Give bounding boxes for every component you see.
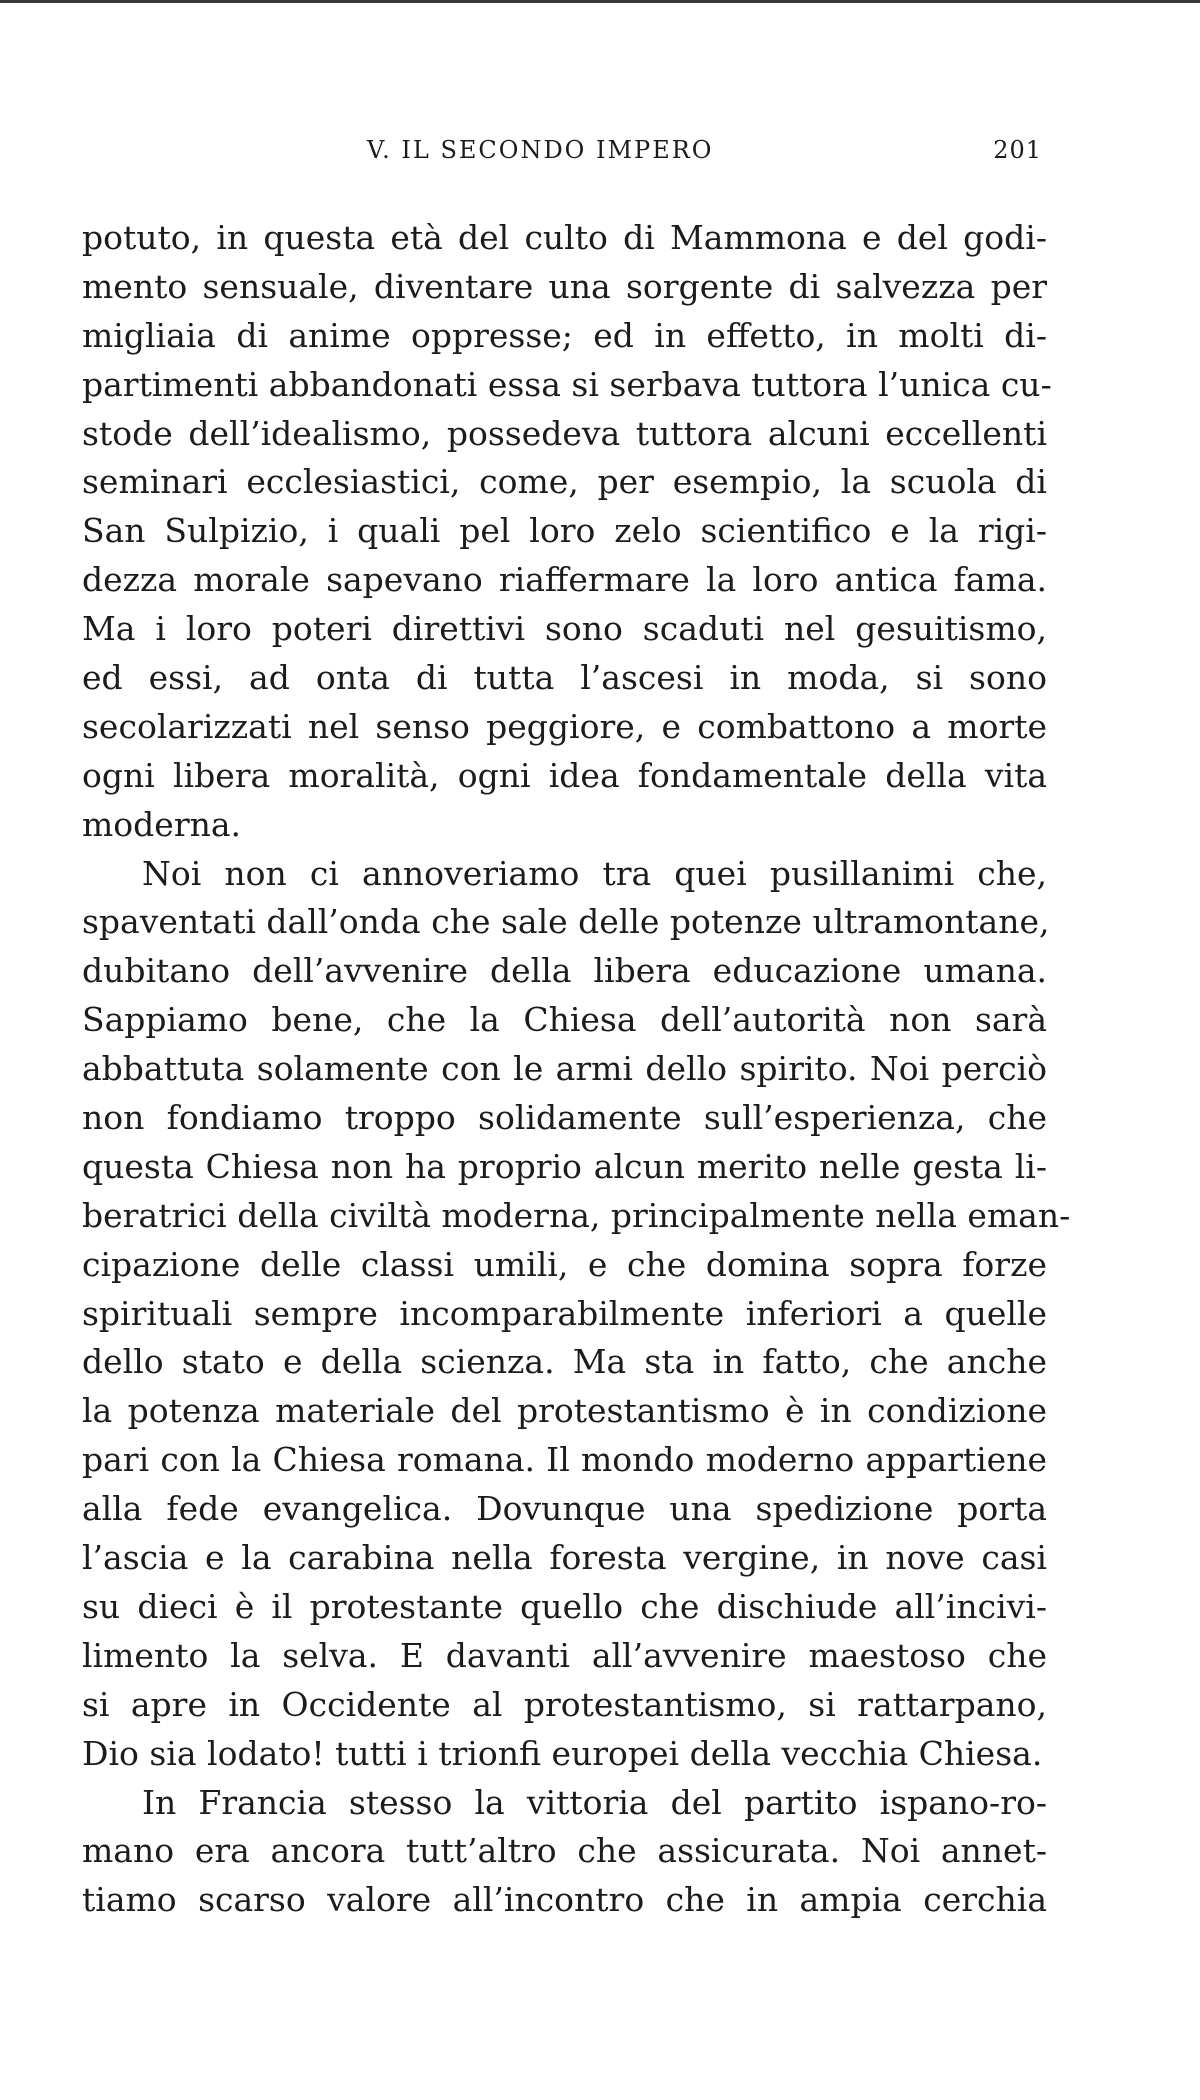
paragraph-start-line: Noi non ci annoveriamo tra quei pusillanimi che, bbox=[142, 853, 1047, 893]
text-line: l’ascia e la carabina nella foresta vergine, in nove casi bbox=[82, 1538, 1047, 1578]
text-line: mano era ancora tutt’altro che assicurata. Noi annet- bbox=[82, 1831, 1047, 1871]
text-line: si apre in Occidente al protestantismo, si rattarpano, bbox=[82, 1684, 1047, 1724]
text-line: Ma i loro poteri direttivi sono scaduti nel gesuitismo, bbox=[82, 609, 1047, 649]
text-line: spaventati dall’onda che sale delle potenze ultramontane, bbox=[82, 902, 1050, 942]
text-line: San Sulpizio, i quali pel loro zelo scientifico e la rigi- bbox=[82, 511, 1047, 551]
text-line: potuto, in questa età del culto di Mammona e del godi- bbox=[82, 218, 1047, 257]
text-line: secolarizzati nel senso peggiore, e combattono a morte bbox=[82, 706, 1047, 746]
text-line: migliaia di anime oppresse; ed in effetto, in molti di- bbox=[82, 315, 1047, 355]
text-line: stode dell’idealismo, possedeva tuttora alcuni eccellenti bbox=[82, 413, 1047, 453]
top-rule bbox=[0, 0, 1200, 3]
paragraph-start-line: In Francia stesso la vittoria del partito ispano-ro- bbox=[142, 1782, 1047, 1822]
text-line: partimenti abbandonati essa si serbava tuttora l’unica cu- bbox=[82, 364, 1052, 404]
running-header bbox=[82, 136, 1042, 176]
text-line: ogni libera moralità, ogni idea fondamentale della vita bbox=[82, 755, 1047, 795]
text-line: moderna. bbox=[82, 804, 242, 844]
page-number: 201 bbox=[993, 136, 1042, 164]
text-line: su dieci è il protestante quello che dischiude all’incivi- bbox=[82, 1586, 1047, 1626]
text-line: dezza morale sapevano riaffermare la loro antica fama. bbox=[82, 560, 1047, 600]
text-line: dubitano dell’avvenire della libera educazione umana. bbox=[82, 951, 1047, 991]
text-line: questa Chiesa non ha proprio alcun merito nelle gesta li- bbox=[82, 1146, 1047, 1186]
text-line: abbattuta solamente con le armi dello spirito. Noi perciò bbox=[82, 1049, 1047, 1089]
text-line: Dio sia lodato! tutti i trionfi europei della vecchia Chiesa. bbox=[82, 1733, 1043, 1773]
running-title: V. IL SECONDO IMPERO bbox=[367, 136, 714, 164]
text-line: mento sensuale, diventare una sorgente di salvezza per bbox=[82, 266, 1047, 306]
text-line: non fondiamo troppo solidamente sull’esperienza, che bbox=[82, 1098, 1047, 1138]
text-line: alla fede evangelica. Dovunque una spedizione porta bbox=[82, 1489, 1047, 1529]
body-text bbox=[82, 214, 1071, 1925]
text-line: beratrici della civiltà moderna, principalmente nella eman- bbox=[82, 1195, 1071, 1235]
text-line: spirituali sempre incomparabilmente inferiori a quelle bbox=[82, 1293, 1047, 1333]
text-line: pari con la Chiesa romana. Il mondo moderno appartiene bbox=[82, 1440, 1047, 1480]
text-line: tiamo scarso valore all’incontro che in ampia cerchia bbox=[82, 1880, 1047, 1920]
text-line: dello stato e della scienza. Ma sta in fatto, che anche bbox=[82, 1342, 1047, 1382]
text-line: limento la selva. E davanti all’avvenire maestoso che bbox=[82, 1635, 1047, 1675]
text-line: Sappiamo bene, che la Chiesa dell’autorità non sarà bbox=[82, 1000, 1047, 1040]
text-line: cipazione delle classi umili, e che domina sopra forze bbox=[82, 1244, 1047, 1284]
text-line: ed essi, ad onta di tutta l’ascesi in moda, si sono bbox=[82, 658, 1047, 698]
text-line: la potenza materiale del protestantismo è in condizione bbox=[82, 1391, 1047, 1431]
text-line: seminari ecclesiastici, come, per esempio, la scuola di bbox=[82, 462, 1047, 502]
